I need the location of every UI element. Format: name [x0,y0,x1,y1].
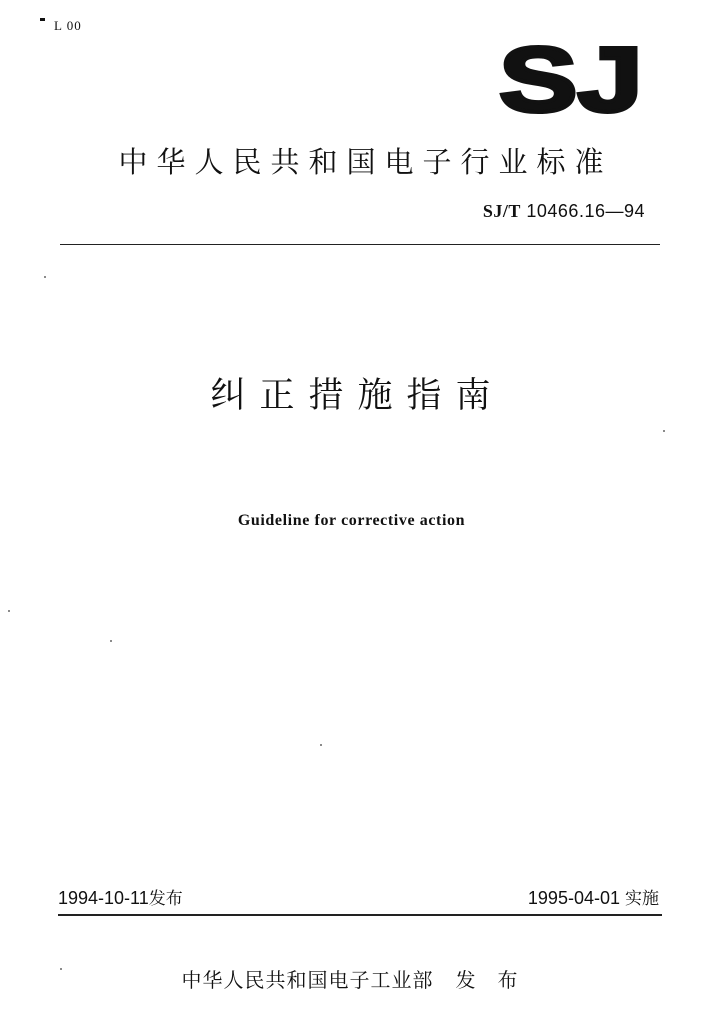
classification-code [40,18,82,34]
classification-code-text: L 00 [54,18,82,33]
implementation-date-value: 1995-04-01 [527,888,620,908]
standard-number-text: 10466.16—94 [526,201,645,221]
scan-speck [60,968,62,970]
sj-logo-text: SJ [499,38,643,116]
scan-speck [44,276,46,278]
implementation-date-label: 实施 [625,889,659,909]
publisher [0,964,703,993]
sj-logo [497,38,645,116]
scan-speck [8,610,10,612]
footer-divider [58,914,662,916]
standard-prefix: SJ/T [482,201,521,221]
standard-number [483,201,645,222]
implementation-date [528,884,659,909]
sj-logo-graphic [497,38,645,116]
publisher-name: 中华人民共和国电子工业部 [181,968,434,992]
issue-date-value: 1994-10-11 [58,888,149,908]
document-title: 纠正措施指南 [210,376,505,416]
issue-date-label: 发布 [148,889,183,909]
header-divider [60,244,660,245]
scan-speck [320,744,322,746]
scan-speck [663,430,665,432]
scan-speck [110,640,112,642]
publisher-action: 发布 [455,968,540,992]
issue-date [58,884,183,909]
document-title-english: Guideline for corrective action [237,512,466,529]
org-title: 中华人民共和国电子行业标准 [118,145,613,179]
classification-mark [40,18,45,21]
